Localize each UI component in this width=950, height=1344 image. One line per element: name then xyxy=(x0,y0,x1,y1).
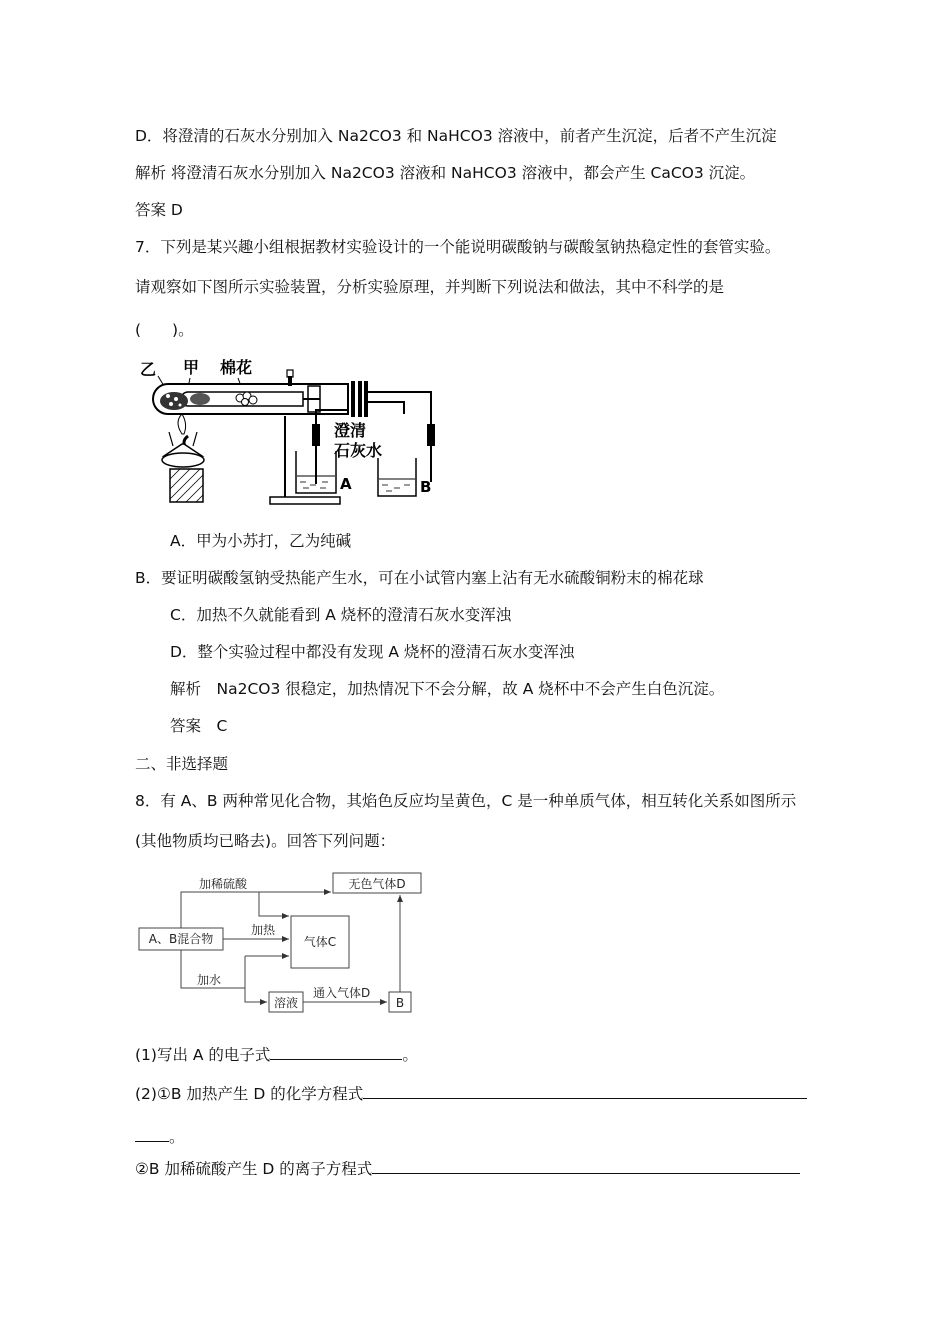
q6-option-d: D．将澄清的石灰水分别加入 Na2CO3 和 NaHCO3 溶液中，前者产生沉淀，后者不产生沉淀 xyxy=(135,127,777,145)
q8-q1-suffix: 。 xyxy=(402,1046,418,1064)
q8-stem-line2: (其他物质均已略去)。回答下列问题： xyxy=(135,832,396,850)
text-add-acid: 加稀硫酸 xyxy=(199,877,248,891)
text-add-water: 加水 xyxy=(197,973,222,987)
q8-q2-1-suffix: 。 xyxy=(169,1128,185,1146)
label-limewater-2: 石灰水 xyxy=(334,441,383,460)
q7-option-a: A．甲为小苏打，乙为纯碱 xyxy=(170,532,352,550)
apparatus-figure xyxy=(138,356,443,508)
q7-option-d: D．整个实验过程中都没有发现 A 烧杯的澄清石灰水变浑浊 xyxy=(170,643,575,661)
q7-stem-line3: ( )。 xyxy=(135,321,194,339)
q6-analysis: 解析 将澄清石灰水分别加入 Na2CO3 溶液和 NaHCO3 溶液中，都会产生 CaCO3 沉淀。 xyxy=(135,164,756,182)
q8-q2-1-prefix: (2)①B 加热产生 D 的化学方程式 xyxy=(135,1085,364,1103)
text-b: B xyxy=(395,996,405,1010)
q7-option-b: B．要证明碳酸氢钠受热能产生水，可在小试管内塞上沾有无水硫酸铜粉末的棉花球 xyxy=(135,569,704,587)
q8-q2-1 xyxy=(135,1083,807,1104)
label-beaker-b: B xyxy=(420,478,432,496)
text-heat: 加热 xyxy=(251,923,276,937)
q6-answer: 答案 D xyxy=(135,201,183,219)
q7-stem-line1: 7．下列是某兴趣小组根据教材实验设计的一个能说明碳酸钠与碳酸氢钠热稳定性的套管实验。 xyxy=(135,238,781,256)
label-beaker-a: A xyxy=(340,475,352,493)
q8-q2-1-continuation xyxy=(135,1126,185,1147)
section-title: 二、非选择题 xyxy=(135,755,229,773)
q7-stem-line2: 请观察如下图所示实验装置，分析实验原理，并判断下列说法和做法，其中不科学的是 xyxy=(135,278,725,296)
text-gas-d: 无色气体D xyxy=(348,877,406,891)
q8-q1-answer-blank[interactable] xyxy=(270,1044,402,1060)
q8-q2-2 xyxy=(135,1158,800,1179)
text-pass-gas-d: 通入气体D xyxy=(313,986,371,1000)
label-yi: 乙 xyxy=(140,360,157,379)
q7-option-c: C．加热不久就能看到 A 烧杯的澄清石灰水变浑浊 xyxy=(170,606,512,624)
q8-q2-1-answer-blank-cont[interactable] xyxy=(135,1126,169,1142)
text-gas-c: 气体C xyxy=(303,935,337,949)
q8-stem-line1: 8．有 A、B 两种常见化合物，其焰色反应均呈黄色，C 是一种单质气体，相互转化关系如图所示 xyxy=(135,792,797,810)
q8-q1-prefix: (1)写出 A 的电子式 xyxy=(135,1046,271,1064)
q8-q2-1-answer-blank[interactable] xyxy=(363,1083,807,1099)
conversion-diagram xyxy=(135,868,425,1018)
q8-q2-2-answer-blank[interactable] xyxy=(372,1158,800,1174)
text-solution: 溶液 xyxy=(273,996,299,1010)
q7-analysis: 解析 Na2CO3 很稳定，加热情况下不会分解，故 A 烧杯中不会产生白色沉淀。 xyxy=(170,680,725,698)
label-cotton: 棉花 xyxy=(220,358,253,377)
text-mixture: A、B混合物 xyxy=(148,932,214,946)
label-jia: 甲 xyxy=(183,358,200,377)
q7-answer: 答案 C xyxy=(170,717,228,735)
label-limewater-1: 澄清 xyxy=(334,421,367,440)
q8-q2-2-prefix: ②B 加稀硫酸产生 D 的离子方程式 xyxy=(135,1160,373,1178)
q8-q1 xyxy=(135,1044,418,1065)
